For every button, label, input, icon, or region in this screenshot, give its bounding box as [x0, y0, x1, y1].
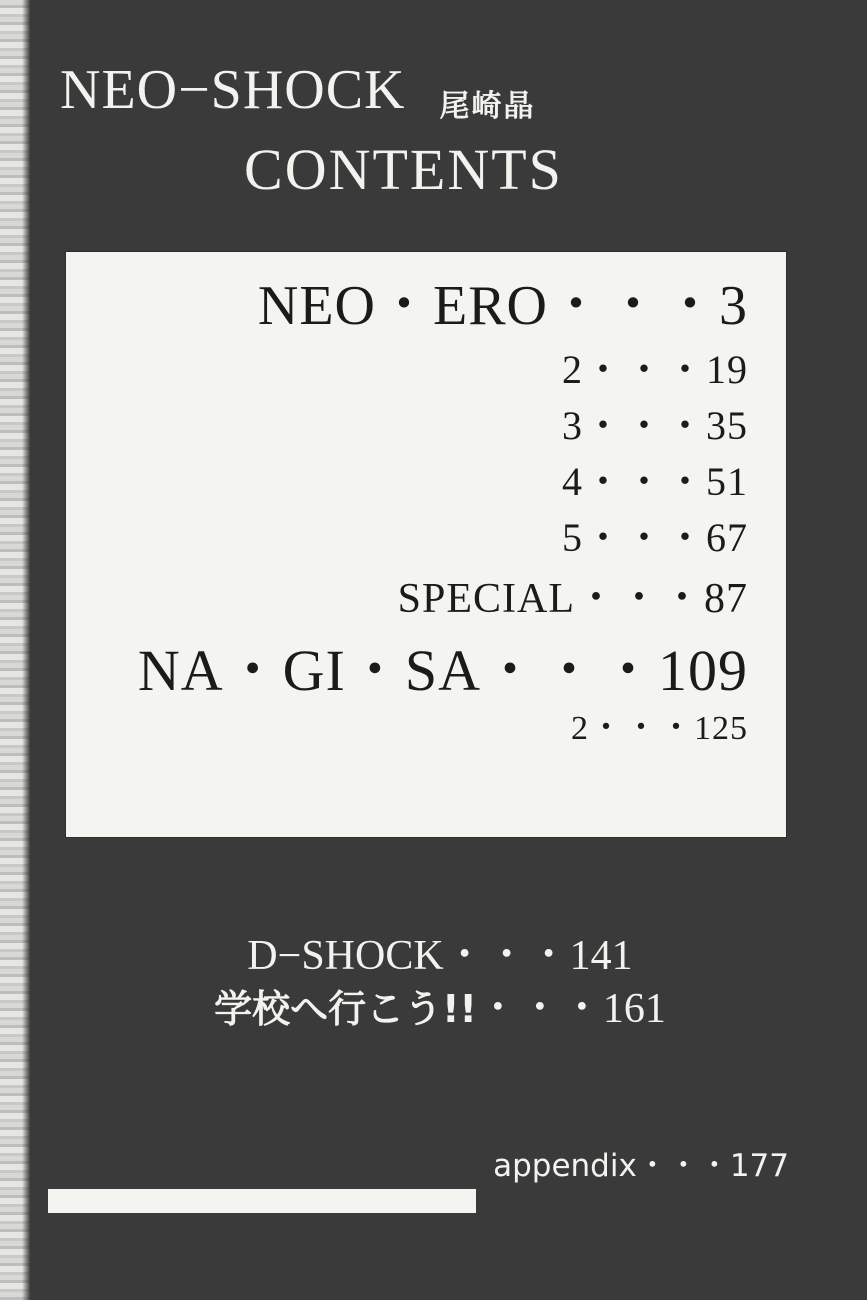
list-item-nagisa: NA・GI・SA・・・109	[137, 638, 748, 703]
scan-edge-artifact	[0, 0, 30, 1300]
list-item-nagisa-2: 2・・・125	[571, 710, 748, 747]
list-item-appendix: appendix・・・177	[493, 1148, 789, 1184]
page-title: NEO−SHOCK	[60, 59, 406, 121]
author-name: 尾崎晶	[439, 89, 536, 124]
list-item-neo-ero-5: 5・・・67	[562, 515, 748, 560]
lower-entries	[30, 930, 850, 1035]
title-row	[30, 59, 867, 124]
school-title-jp: 学校へ行こう	[214, 986, 443, 1031]
list-item-neo-ero-2: 2・・・19	[562, 347, 748, 392]
list-item-neo-ero: NEO・ERO・・・3	[257, 275, 748, 337]
list-item-special: SPECIAL・・・87	[397, 576, 748, 622]
contents-heading: CONTENTS	[244, 137, 563, 202]
white-bar-artifact	[48, 1189, 476, 1213]
school-page-number: ・・・161	[476, 985, 666, 1032]
school-title-mark: !!	[442, 986, 477, 1031]
list-item-d-shock: D−SHOCK・・・141	[247, 933, 633, 979]
list-item-neo-ero-4: 4・・・51	[562, 459, 748, 504]
list-item-neo-ero-3: 3・・・35	[562, 403, 748, 448]
contents-list	[66, 252, 786, 746]
list-item-school	[30, 983, 850, 1036]
contents-panel	[66, 252, 786, 837]
page-header	[30, 59, 867, 203]
